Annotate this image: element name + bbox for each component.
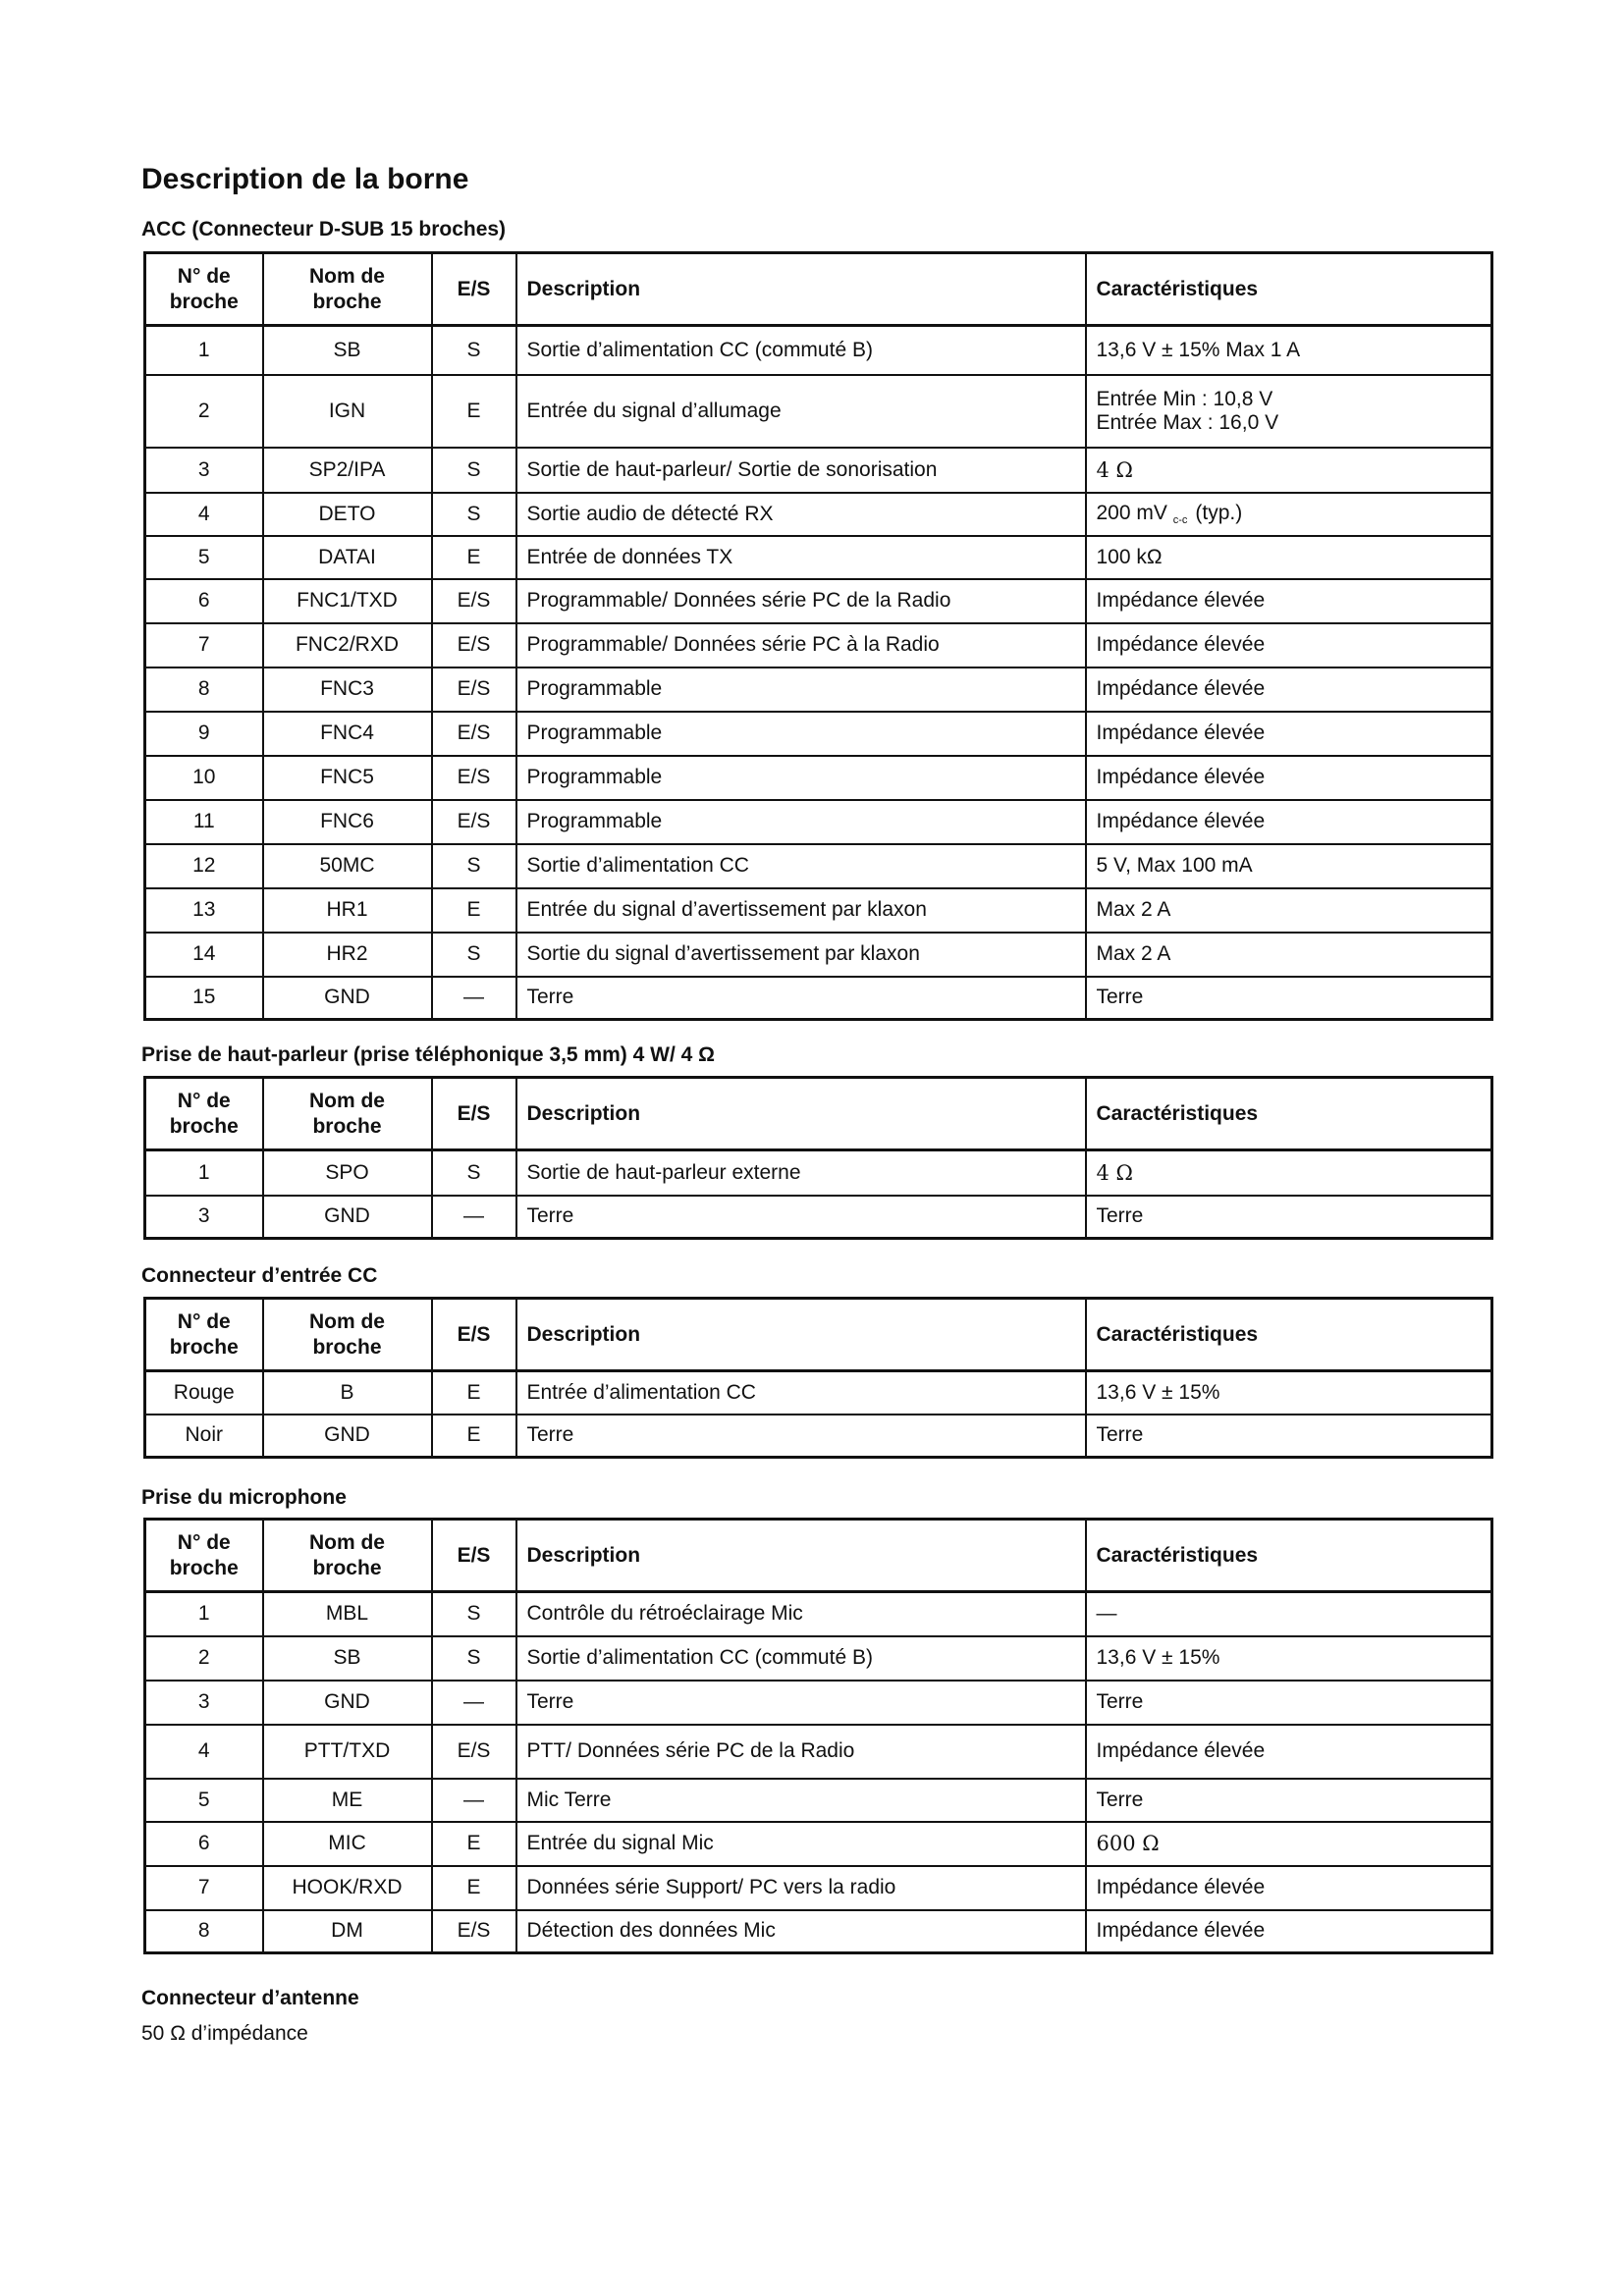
page-title: Description de la borne [141,163,469,195]
pin-description: Sortie d’alimentation CC (commuté B) [516,326,1086,375]
header-io: E/S [432,1299,516,1371]
pin-description: Programmable/ Données série PC de la Radio [516,579,1086,623]
pin-characteristics: Max 2 A [1086,933,1492,977]
pin-description: Programmable [516,667,1086,712]
header-io: E/S [432,253,516,326]
pin-description: Entrée du signal d’allumage [516,375,1086,448]
pin-no: 12 [145,844,263,888]
pin-characteristics: 13,6 V ± 15% [1086,1371,1492,1415]
pin-io: E/S [432,1725,516,1779]
char-subscript: c-c [1172,514,1188,526]
pin-description: Entrée de données TX [516,536,1086,579]
pin-description: Entrée du signal d’avertissement par klaxon [516,888,1086,933]
pin-no: 9 [145,712,263,756]
pin-io: — [432,977,516,1020]
table-row [145,448,1492,493]
pin-description: Contrôle du rétroéclairage Mic [516,1592,1086,1636]
pin-no: 10 [145,756,263,800]
pin-characteristics: Impédance élevée [1086,1725,1492,1779]
pin-name: 50MC [263,844,432,888]
pin-io: S [432,844,516,888]
table-row [145,1415,1492,1458]
pin-io: E [432,1415,516,1458]
table-row [145,977,1492,1020]
header-io: E/S [432,1520,516,1592]
pin-description: Programmable [516,712,1086,756]
header-description: Description [516,1078,1086,1150]
dc-input-title: Connecteur d’entrée CC [141,1264,378,1287]
pin-characteristics: Impédance élevée [1086,579,1492,623]
pin-name: DETO [263,493,432,536]
table-row [145,1681,1492,1725]
pin-name: B [263,1371,432,1415]
pin-name: GND [263,1681,432,1725]
pin-no: 4 [145,1725,263,1779]
pin-name: SB [263,326,432,375]
table-row [145,1371,1492,1415]
header-characteristics: Caractéristiques [1086,1078,1492,1150]
table-row [145,1779,1492,1822]
pin-io: S [432,448,516,493]
pin-io: S [432,933,516,977]
pin-characteristics: Impédance élevée [1086,623,1492,667]
pin-io: E [432,1371,516,1415]
table-header-row [145,1078,1492,1150]
pin-no: 8 [145,1910,263,1953]
pin-io: S [432,1636,516,1681]
pin-characteristics: 13,6 V ± 15% [1086,1636,1492,1681]
pin-io: — [432,1779,516,1822]
pin-characteristics: 4 Ω [1086,1150,1492,1196]
pin-description: Données série Support/ PC vers la radio [516,1866,1086,1910]
header-characteristics: Caractéristiques [1086,1520,1492,1592]
header-description: Description [516,253,1086,326]
pin-io: E [432,375,516,448]
pin-io: E/S [432,623,516,667]
table-row [145,844,1492,888]
table-row [145,756,1492,800]
pin-name: MIC [263,1822,432,1866]
pin-name: DATAI [263,536,432,579]
pin-name: DM [263,1910,432,1953]
pin-characteristics: Impédance élevée [1086,712,1492,756]
pin-no: 2 [145,375,263,448]
pin-no: 1 [145,1592,263,1636]
pin-description: Sortie de haut-parleur externe [516,1150,1086,1196]
pin-no: Rouge [145,1371,263,1415]
pin-no: 11 [145,800,263,844]
pin-characteristics: Impédance élevée [1086,1910,1492,1953]
pin-no: 8 [145,667,263,712]
pin-io: E/S [432,800,516,844]
pin-no: 5 [145,1779,263,1822]
pin-io: E [432,536,516,579]
pin-characteristics: Terre [1086,1779,1492,1822]
pin-characteristics: 100 kΩ [1086,536,1492,579]
pin-no: 3 [145,1196,263,1239]
pin-io: S [432,1592,516,1636]
pin-io: E/S [432,1910,516,1953]
pin-characteristics: Impédance élevée [1086,800,1492,844]
pin-no: Noir [145,1415,263,1458]
header-io: E/S [432,1078,516,1150]
table-row [145,536,1492,579]
table-header-row [145,253,1492,326]
pin-characteristics: Terre [1086,1681,1492,1725]
pin-io: E [432,1822,516,1866]
table-row [145,579,1492,623]
pin-description: Sortie de haut-parleur/ Sortie de sonorisation [516,448,1086,493]
pin-no: 6 [145,579,263,623]
pin-io: S [432,493,516,536]
header-pin-no: N° de broche [145,1520,263,1592]
pin-no: 1 [145,1150,263,1196]
pin-description: Entrée d’alimentation CC [516,1371,1086,1415]
table-row [145,326,1492,375]
table-row [145,1196,1492,1239]
pin-name: IGN [263,375,432,448]
pin-io: E [432,888,516,933]
table-row [145,1636,1492,1681]
pin-characteristics: Impédance élevée [1086,1866,1492,1910]
pin-io: E/S [432,712,516,756]
table-row [145,1725,1492,1779]
table-row [145,933,1492,977]
pin-name: FNC2/RXD [263,623,432,667]
pin-description: Sortie d’alimentation CC (commuté B) [516,1636,1086,1681]
pin-description: Terre [516,1681,1086,1725]
pin-no: 6 [145,1822,263,1866]
char-tail: (typ.) [1195,502,1243,524]
pin-description: Programmable/ Données série PC à la Radio [516,623,1086,667]
pin-characteristics: 13,6 V ± 15% Max 1 A [1086,326,1492,375]
header-pin-name: Nom de broche [263,1520,432,1592]
acc-table [143,251,1493,1021]
header-pin-no: N° de broche [145,253,263,326]
pin-name: ME [263,1779,432,1822]
antenna-title: Connecteur d’antenne [141,1987,359,2009]
table-row [145,667,1492,712]
pin-description: Sortie du signal d’avertissement par klaxon [516,933,1086,977]
pin-description: Programmable [516,756,1086,800]
header-pin-name: Nom de broche [263,253,432,326]
pin-name: GND [263,1196,432,1239]
pin-no: 5 [145,536,263,579]
pin-name: FNC5 [263,756,432,800]
pin-characteristics [1086,493,1492,536]
pin-name: MBL [263,1592,432,1636]
pin-io: E/S [432,667,516,712]
pin-characteristics: Terre [1086,977,1492,1020]
pin-characteristics: 4 Ω [1086,448,1492,493]
pin-name: SB [263,1636,432,1681]
header-description: Description [516,1299,1086,1371]
pin-io: E/S [432,756,516,800]
table-row [145,1592,1492,1636]
char-value: 200 mV [1096,502,1167,524]
pin-description: Sortie audio de détecté RX [516,493,1086,536]
pin-name: FNC3 [263,667,432,712]
pin-name: FNC6 [263,800,432,844]
pin-characteristics: Terre [1086,1196,1492,1239]
pin-io: S [432,1150,516,1196]
header-pin-no: N° de broche [145,1078,263,1150]
pin-no: 2 [145,1636,263,1681]
pin-description: Terre [516,1415,1086,1458]
table-row [145,712,1492,756]
pin-no: 7 [145,623,263,667]
pin-io: — [432,1681,516,1725]
table-row [145,1910,1492,1953]
pin-no: 3 [145,1681,263,1725]
pin-description: Sortie d’alimentation CC [516,844,1086,888]
table-row [145,800,1492,844]
table-row [145,493,1492,536]
pin-description: Terre [516,1196,1086,1239]
pin-name: SPO [263,1150,432,1196]
header-pin-name: Nom de broche [263,1299,432,1371]
dc-input-table [143,1297,1493,1459]
pin-characteristics: Impédance élevée [1086,667,1492,712]
pin-characteristics: Max 2 A [1086,888,1492,933]
pin-io: E [432,1866,516,1910]
pin-name: SP2/IPA [263,448,432,493]
speaker-table [143,1076,1493,1240]
pin-description: Entrée du signal Mic [516,1822,1086,1866]
pin-no: 4 [145,493,263,536]
pin-characteristics: 5 V, Max 100 mA [1086,844,1492,888]
pin-io: E/S [432,579,516,623]
pin-characteristics: 600 Ω [1086,1822,1492,1866]
pin-no: 1 [145,326,263,375]
pin-description: Détection des données Mic [516,1910,1086,1953]
header-pin-name: Nom de broche [263,1078,432,1150]
pin-description: Terre [516,977,1086,1020]
table-header-row [145,1299,1492,1371]
table-row [145,375,1492,448]
speaker-title: Prise de haut-parleur (prise téléphonique 3,5 mm) 4 W/ 4 Ω [141,1043,715,1066]
char-line-min: Entrée Min : 10,8 V [1096,387,1273,410]
table-row [145,888,1492,933]
pin-name: GND [263,1415,432,1458]
table-row [145,1822,1492,1866]
acc-title: ACC (Connecteur D-SUB 15 broches) [141,218,507,240]
table-header-row [145,1520,1492,1592]
pin-name: HOOK/RXD [263,1866,432,1910]
pin-no: 14 [145,933,263,977]
pin-no: 15 [145,977,263,1020]
pin-characteristics: — [1086,1592,1492,1636]
mic-table [143,1518,1493,1954]
table-row [145,623,1492,667]
pin-no: 3 [145,448,263,493]
pin-characteristics: Impédance élevée [1086,756,1492,800]
header-description: Description [516,1520,1086,1592]
header-characteristics: Caractéristiques [1086,253,1492,326]
mic-title: Prise du microphone [141,1486,347,1509]
pin-name: PTT/TXD [263,1725,432,1779]
header-pin-no: N° de broche [145,1299,263,1371]
pin-name: HR2 [263,933,432,977]
table-row [145,1866,1492,1910]
header-characteristics: Caractéristiques [1086,1299,1492,1371]
pin-io: — [432,1196,516,1239]
pin-characteristics [1086,375,1492,448]
antenna-impedance-note: 50 Ω d’impédance [141,2022,308,2045]
char-line-max: Entrée Max : 16,0 V [1096,410,1279,434]
pin-name: HR1 [263,888,432,933]
pin-no: 13 [145,888,263,933]
pin-name: GND [263,977,432,1020]
pin-characteristics: Terre [1086,1415,1492,1458]
pin-no: 7 [145,1866,263,1910]
pin-name: FNC1/TXD [263,579,432,623]
table-row [145,1150,1492,1196]
pin-io: S [432,326,516,375]
pin-description: PTT/ Données série PC de la Radio [516,1725,1086,1779]
pin-description: Programmable [516,800,1086,844]
pin-name: FNC4 [263,712,432,756]
pin-description: Mic Terre [516,1779,1086,1822]
